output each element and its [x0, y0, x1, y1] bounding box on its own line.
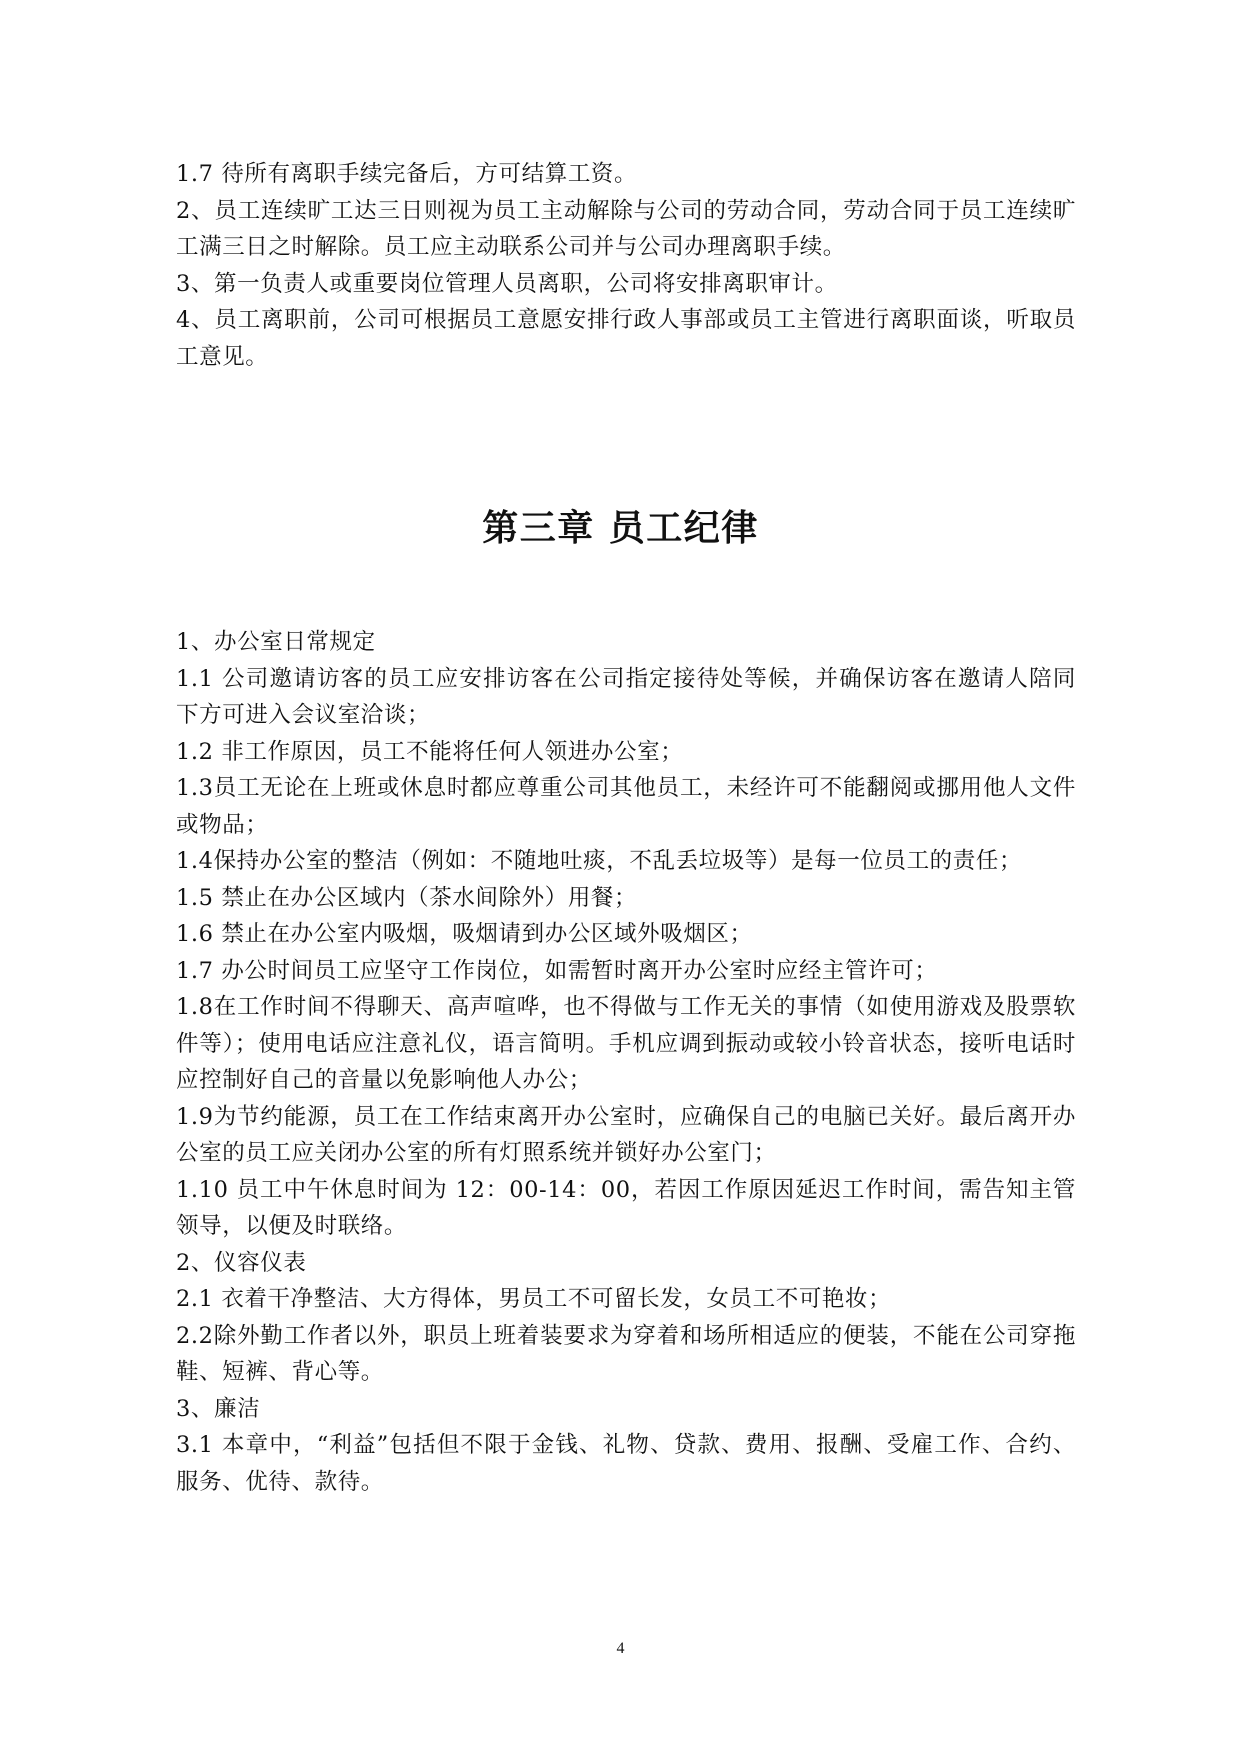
- paragraph: 1.4保持办公室的整洁（例如：不随地吐痰，不乱丢垃圾等）是每一位员工的责任；: [176, 848, 1023, 874]
- paragraph: 1.2 非工作原因，员工不能将任何人领进办公室；: [176, 738, 684, 765]
- paragraph: 1.1 公司邀请访客的员工应安排访客在公司指定接待处等候，并确保访客在邀请人陪同下方可进入会议室洽谈；: [176, 665, 1076, 728]
- paragraph: 3.1 本章中，“利益”包括但不限于金钱、礼物、贷款、费用、报酬、受雇工作、合约、服务、优待、款待。: [176, 1432, 1076, 1495]
- paragraph: 1.7 办公时间员工应坚守工作岗位，如需暂时离开办公室时应经主管许可；: [176, 957, 938, 984]
- paragraph: 1.9为节约能源，员工在工作结束离开办公室时，应确保自己的电脑已关好。最后离开办公室的员工应关闭办公室的所有灯照系统并锁好办公室门；: [176, 1103, 1076, 1166]
- section-heading: 2、仪容仪表: [176, 1249, 307, 1276]
- section-heading: 1、办公室日常规定: [176, 629, 376, 655]
- paragraph: 1.8在工作时间不得聊天、高声喧哗，也不得做与工作无关的事情（如使用游戏及股票软件等）；使用电话应注意礼仪，语言简明。手机应调到振动或较小铃音状态，接听电话时应控制好自己的音量以免影响他人办公；: [176, 994, 1076, 1093]
- discipline-section: [176, 624, 1076, 1500]
- paragraph: 1.3员工无论在上班或休息时都应尊重公司其他员工，未经许可不能翻阅或挪用他人文件或物品；: [176, 775, 1076, 838]
- paragraph: 2.2除外勤工作者以外，职员上班着装要求为穿着和场所相适应的便装，不能在公司穿拖鞋、短裤、背心等。: [176, 1322, 1076, 1385]
- paragraph: 2、员工连续旷工达三日则视为员工主动解除与公司的劳动合同，劳动合同于员工连续旷工满三日之时解除。员工应主动联系公司并与公司办理离职手续。: [176, 197, 1076, 260]
- paragraph: 2.1 衣着干净整洁、大方得体，男员工不可留长发，女员工不可艳妆；: [176, 1286, 892, 1312]
- paragraph: 1.5 禁止在办公区域内（茶水间除外）用餐；: [176, 884, 638, 911]
- paragraph: 1.10 员工中午休息时间为 12：00-14：00，若因工作原因延迟工作时间，需告知主管领导，以便及时联络。: [176, 1176, 1076, 1239]
- paragraph: 4、员工离职前，公司可根据员工意愿安排行政人事部或员工主管进行离职面谈，听取员工意见。: [176, 307, 1076, 370]
- paragraph: 1.7 待所有离职手续完备后，方可结算工资。: [176, 161, 638, 187]
- page-number: 4: [616, 1640, 625, 1657]
- chapter-title: 第三章 员工纪律: [482, 508, 759, 549]
- section-heading: 3、廉洁: [176, 1395, 261, 1422]
- paragraph: 1.6 禁止在办公室内吸烟，吸烟请到办公区域外吸烟区；: [176, 921, 753, 947]
- paragraph: 3、第一负责人或重要岗位管理人员离职，公司将安排离职审计。: [176, 270, 838, 297]
- resignation-section: [176, 156, 1076, 375]
